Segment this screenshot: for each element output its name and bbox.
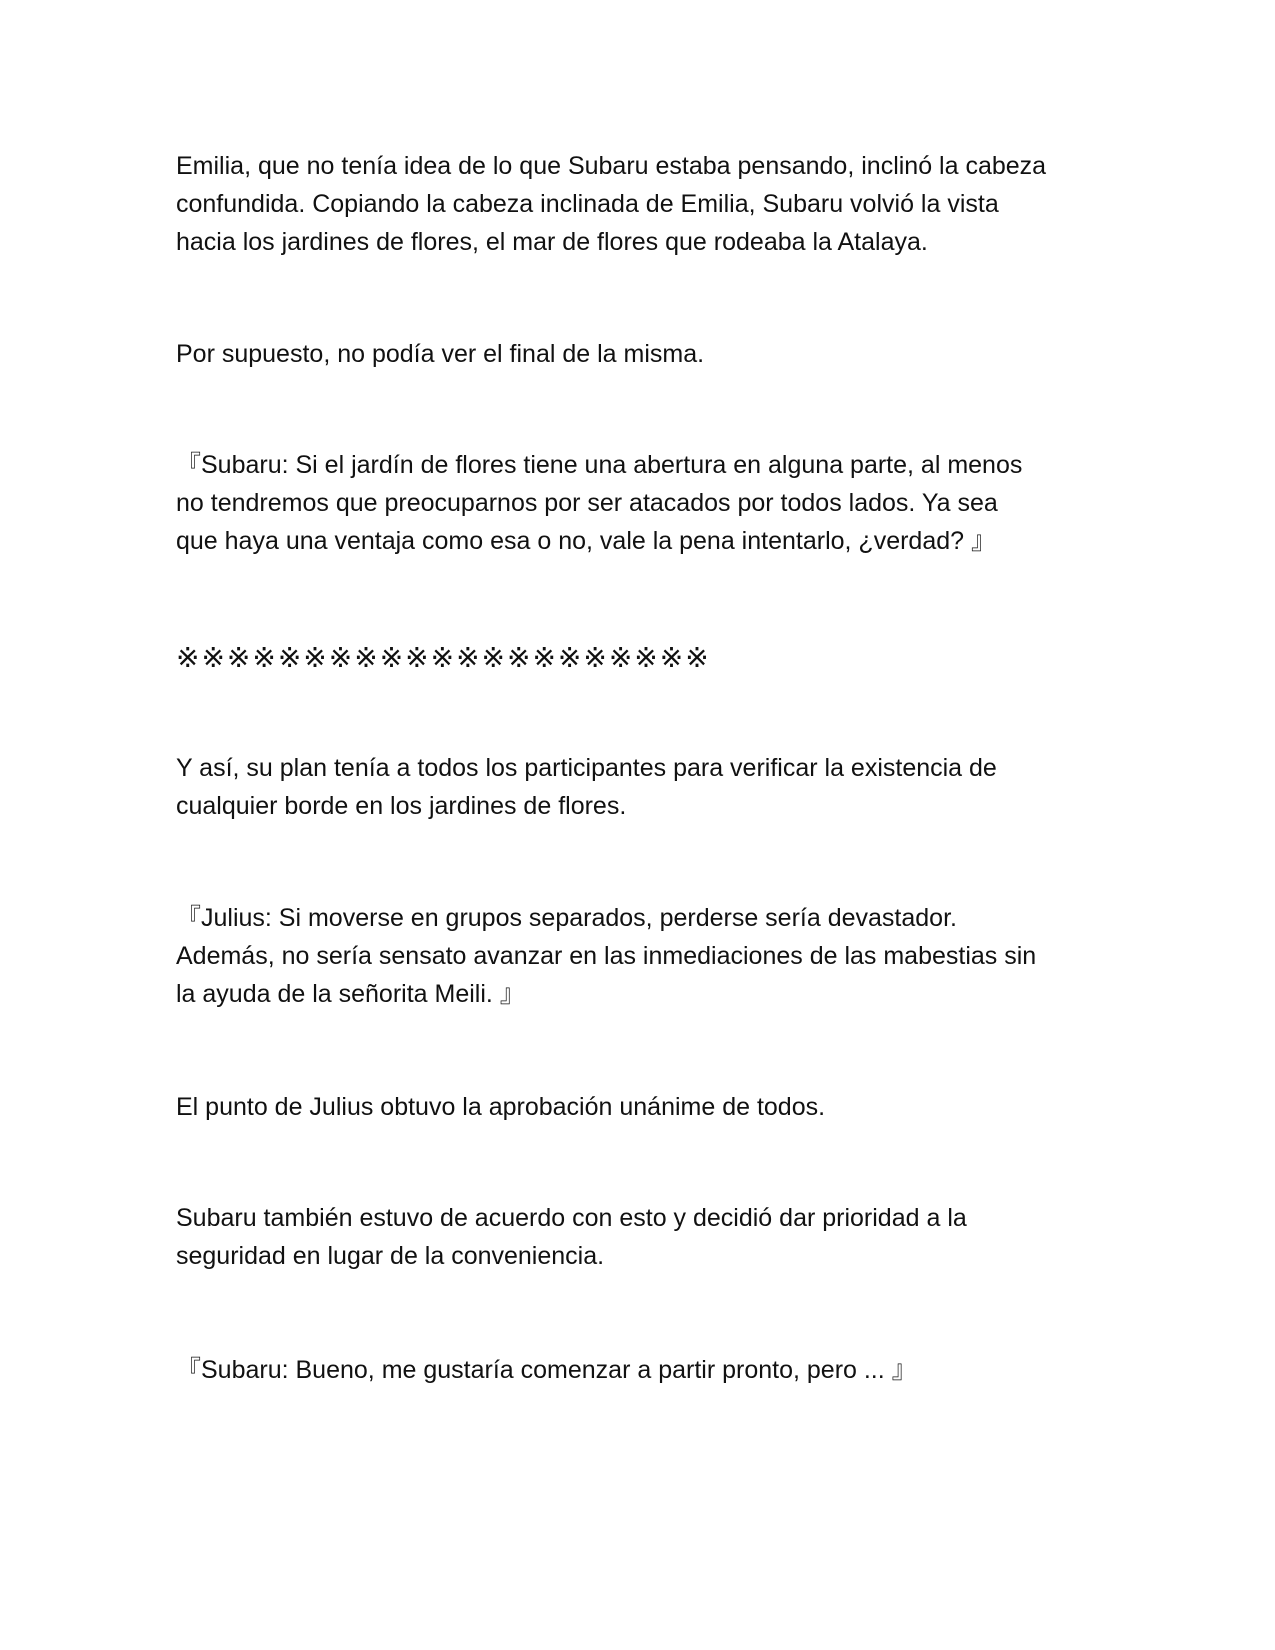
paragraph-dialogue-subaru-final (176, 1351, 1106, 1389)
text-line: confundida. Copiando la cabeza inclinada de Emilia, Subaru volvió la vista (176, 190, 999, 218)
paragraph-dialogue-julius (176, 899, 1106, 1013)
text-line: la ayuda de la señorita Meili. 』 (176, 980, 525, 1008)
text-line: no tendremos que preocuparnos por ser atacados por todos lados. Ya sea (176, 489, 998, 517)
text-line: seguridad en lugar de la conveniencia. (176, 1242, 605, 1270)
text-line: El punto de Julius obtuvo la aprobación unánime de todos. (176, 1093, 826, 1121)
paragraph-narration-emilia (176, 147, 1106, 261)
text-line: 『Julius: Si moverse en grupos separados, perderse sería devastador. (176, 904, 957, 932)
text-line: cualquier borde en los jardines de flores. (176, 792, 627, 820)
paragraph-narration-plan (176, 749, 1106, 825)
text-line: Emilia, que no tenía idea de lo que Subaru estaba pensando, inclinó la cabeza (176, 152, 1047, 180)
text-line: Y así, su plan tenía a todos los participantes para verificar la existencia de (176, 754, 997, 782)
paragraph-narration-approval (176, 1088, 1106, 1126)
paragraph-narration-agreement (176, 1199, 1106, 1275)
text-line: 『Subaru: Bueno, me gustaría comenzar a partir pronto, pero ... 』 (176, 1356, 917, 1384)
text-line: 『Subaru: Si el jardín de flores tiene una abertura en alguna parte, al menos (176, 451, 1023, 479)
scene-break-divider (176, 639, 1106, 677)
text-line: Además, no sería sensato avanzar en las inmediaciones de las mabestias sin (176, 942, 1037, 970)
paragraph-narration-end (176, 335, 1106, 373)
text-line: Por supuesto, no podía ver el final de la misma. (176, 340, 705, 368)
divider-symbols: ※※※※※※※※※※※※※※※※※※※※※ (176, 641, 711, 674)
text-line: que haya una ventaja como esa o no, vale la pena intentarlo, ¿verdad? 』 (176, 527, 996, 555)
paragraph-dialogue-subaru (176, 446, 1106, 560)
text-line: Subaru también estuvo de acuerdo con esto y decidió dar prioridad a la (176, 1204, 967, 1232)
text-line: hacia los jardines de flores, el mar de flores que rodeaba la Atalaya. (176, 228, 928, 256)
